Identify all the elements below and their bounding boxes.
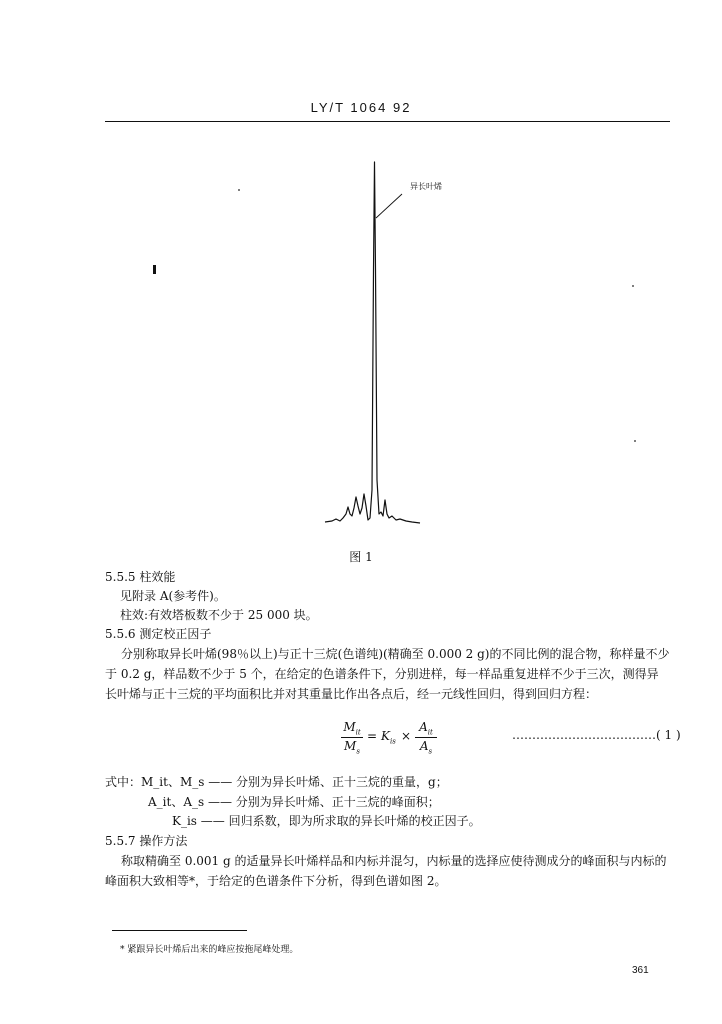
- lhs-fraction: [341, 720, 363, 756]
- section-5-5-7-heading: 5.5.7 操作方法: [105, 834, 188, 848]
- where-line3: K_is —— 回归系数，即为所求取的异长叶烯的校正因子。: [172, 814, 481, 828]
- rhs-denominator: A: [419, 739, 429, 754]
- section-5-5-5-line1: 见附录 A(参考件)。: [120, 589, 226, 603]
- lhs-numerator: M: [343, 720, 356, 734]
- times-sign: ×: [401, 729, 412, 743]
- lhs-denominator-sub: s: [356, 747, 360, 756]
- chromatogram-figure: [320, 150, 430, 535]
- section-5-5-6-paragraph: 分别称取异长叶烯(98％以上)与正十三烷(色谱纯)(精确至 0.000 2 g)的不同比例的混合物，称样量不少于 0.2 g，样品数不少于 5 个，在给定的色谱条件下，分别进样，每一样品重复进样不少于三次，测得异长叶烯与正十三烷的平均面积比并对其重量比作出各点后，经一元线性回归，得到回归方程：: [105, 647, 670, 701]
- equals-sign: =: [367, 729, 378, 743]
- section-5-5-7-paragraph: 称取精确至 0.001 g 的适量异长叶烯样品和内标并混匀，内标量的选择应使待测成分的峰面积与内标的峰面积大致相等*，于给定的色谱条件下分析，得到色谱如图 2。: [105, 854, 667, 888]
- rhs-numerator-sub: it: [427, 728, 433, 737]
- scan-mark: [153, 265, 156, 274]
- scan-dot: [632, 285, 634, 287]
- footnote: * 紧跟异长叶烯后出来的峰应按拖尾峰处理。: [120, 945, 299, 955]
- rhs-denominator-sub: s: [428, 747, 433, 756]
- chromatogram-trace: [325, 162, 420, 523]
- footnote-rule: [112, 930, 247, 931]
- where-line1: 式中：M_it、M_s —— 分别为异长叶烯、正十三烷的重量，g；: [105, 775, 448, 789]
- peak-leader-line: [376, 194, 402, 218]
- section-5-5-5-line2: 柱效:有效塔板数不少于 25 000 块。: [120, 608, 318, 622]
- page-number: 361: [632, 965, 649, 976]
- lhs-denominator: M: [344, 739, 357, 754]
- equation-1: [341, 720, 451, 756]
- section-5-5-6-heading: 5.5.6 测定校正因子: [105, 627, 212, 641]
- scan-dot: [238, 189, 240, 191]
- coefficient: $K_{is}$: [381, 729, 396, 746]
- peak-label: 异长叶烯: [410, 182, 442, 191]
- header-title: LY/T 1064 92: [310, 100, 412, 115]
- equation-number: ………………………………( 1 ): [512, 728, 681, 742]
- rhs-numerator: A: [419, 720, 428, 734]
- figure-caption: 图 1: [349, 550, 373, 564]
- where-line2: A_it、A_s —— 分别为异长叶烯、正十三烷的峰面积；: [148, 795, 440, 809]
- section-5-5-5-heading: 5.5.5 柱效能: [105, 570, 176, 584]
- header-rule: [105, 121, 670, 122]
- lhs-numerator-sub: it: [355, 728, 361, 737]
- rhs-fraction: [415, 720, 437, 756]
- scan-dot: [634, 440, 636, 442]
